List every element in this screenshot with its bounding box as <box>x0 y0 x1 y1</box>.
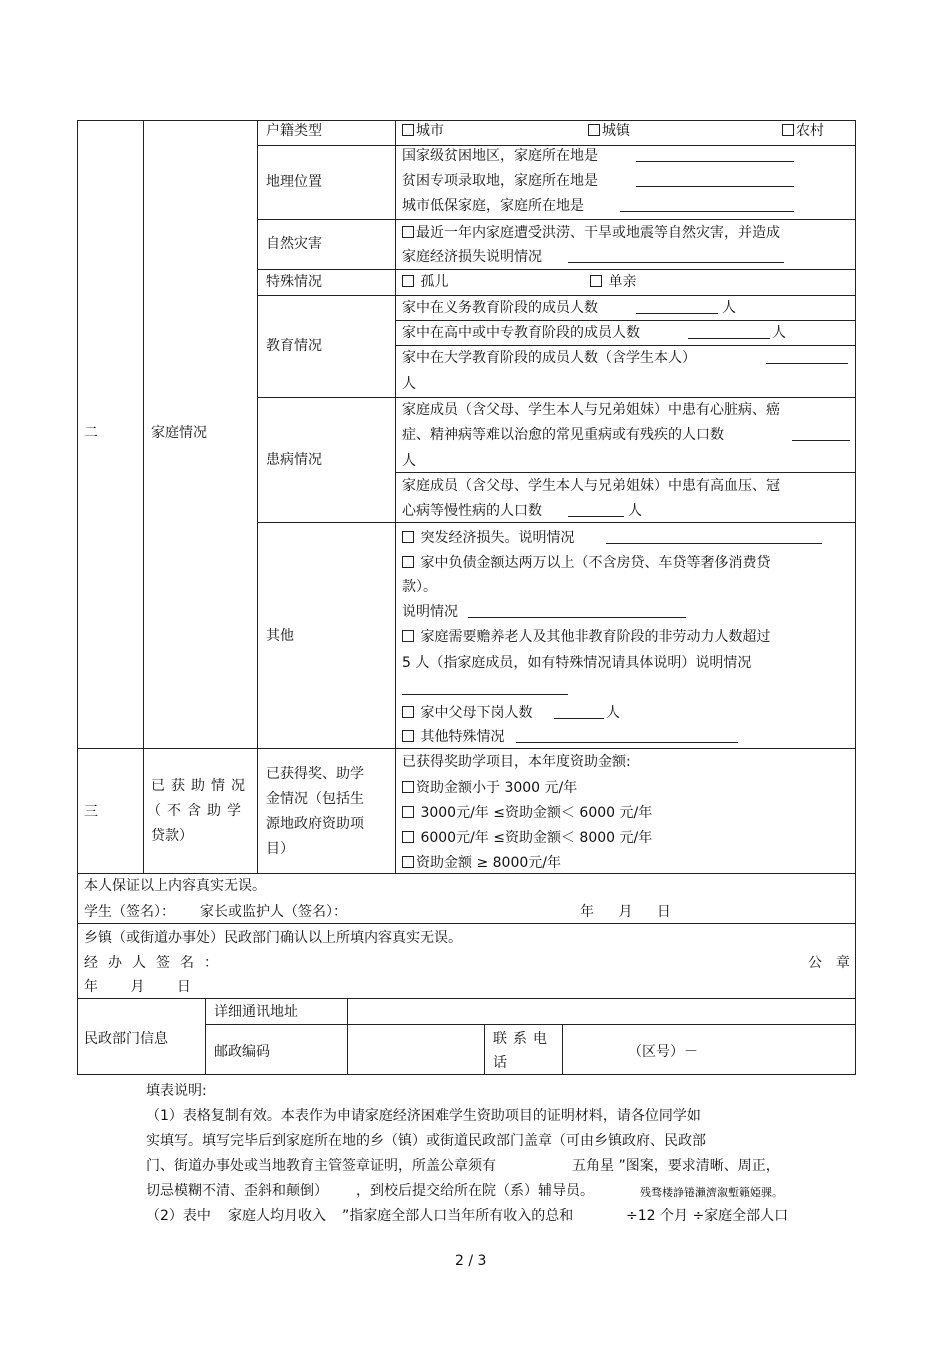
checkbox-label: 家庭需要赡养老人及其他非教育阶段的非劳动力人数超过 <box>420 629 771 645</box>
area-code-field[interactable]: （区号）－ <box>628 1044 698 1060</box>
checkbox-other[interactable] <box>402 728 504 746</box>
text-line: 家中在大学教育阶段的成员人数（含学生本人） <box>402 350 696 366</box>
checkbox-icon[interactable] <box>590 275 602 287</box>
checkbox-icon[interactable] <box>782 124 794 136</box>
notes-text: （1）表格复制有效。本表作为申请家庭经济困难学生资助项目的证明材料，请各位同学如 <box>146 1108 701 1124</box>
blank-field[interactable] <box>688 325 770 339</box>
section-number: 二 <box>84 425 98 441</box>
notes-title: 填表说明: <box>146 1083 207 1099</box>
rule <box>257 295 856 296</box>
text-line: 家庭成员（含父母、学生本人与兄弟姐妹）中患有高血压、冠 <box>402 478 780 494</box>
rule <box>257 397 856 398</box>
phone-label: 联系电 <box>493 1031 553 1047</box>
checkbox-orphan[interactable] <box>402 273 448 291</box>
blank-field[interactable] <box>554 705 604 719</box>
checkbox-label: 家中父母下岗人数 <box>420 705 533 721</box>
notes-text: 五角星 ”图案，要求清晰、周正， <box>572 1158 780 1174</box>
blank-field[interactable] <box>468 604 686 618</box>
rule <box>77 923 856 924</box>
checkbox-label: 3000元/年 ≤资助金额＜ 6000 元/年 <box>420 805 653 821</box>
checkbox-label: 农村 <box>796 123 824 139</box>
rule <box>395 472 856 473</box>
rule <box>347 998 348 1074</box>
checkbox-icon[interactable] <box>402 630 414 642</box>
checkbox-icon[interactable] <box>402 831 414 843</box>
rule <box>484 1024 485 1074</box>
checkbox-label: 孤儿 <box>420 274 449 290</box>
text-line: 贫困专项录取地，家庭所在地是 <box>402 173 598 189</box>
blank-field[interactable] <box>636 148 794 162</box>
section-number: 三 <box>84 804 98 820</box>
notes-text: 残骛楼諍锩瀨濟溆塹籟婭骒。 <box>640 1186 783 1199</box>
row-label: 患病情况 <box>266 452 322 468</box>
notes-text: （2）表中 <box>146 1208 211 1224</box>
checkbox-icon[interactable] <box>588 124 600 136</box>
page-number: 2 / 3 <box>455 1253 487 1269</box>
rule <box>77 873 856 874</box>
checkbox-label: 突发经济损失。说明情况 <box>420 530 575 546</box>
rule <box>77 748 856 749</box>
checkbox-loss[interactable] <box>402 529 574 547</box>
row-label: 地理位置 <box>266 174 322 190</box>
checkbox-icon[interactable] <box>402 556 414 568</box>
text-line: 家中在高中或中专教育阶段的成员人数 <box>402 325 640 341</box>
blank-field[interactable] <box>606 530 822 544</box>
rule <box>395 345 856 346</box>
checkbox-aid-1[interactable] <box>402 779 577 797</box>
rule <box>395 320 856 321</box>
rule <box>395 120 396 873</box>
checkbox-aid-3[interactable] <box>402 829 652 847</box>
rule <box>77 120 856 121</box>
unit: 人 <box>628 503 642 519</box>
text-line: 已获得奖助学项目，本年度资助金额: <box>402 754 631 770</box>
section-title: 家庭情况 <box>151 425 207 441</box>
handler-signature-label: 经办人签名： <box>84 955 228 971</box>
checkbox-icon[interactable] <box>402 856 414 868</box>
unit: 人 <box>402 453 416 469</box>
checkbox-aid-2[interactable] <box>402 804 652 822</box>
blank-field[interactable] <box>636 173 794 187</box>
blank-field[interactable] <box>766 350 848 364</box>
unit: 人 <box>606 705 620 721</box>
seal-label: 公章 <box>808 955 864 971</box>
row-label: 金情况（包括生 <box>266 791 364 807</box>
notes-text: 门、街道办事处或当地教育主管签章证明，所盖公章须有 <box>146 1158 496 1174</box>
rule <box>257 120 258 873</box>
checkbox-city[interactable] <box>402 122 444 140</box>
student-signature-label: 学生（签名）： <box>84 904 175 920</box>
blank-field[interactable] <box>402 681 568 695</box>
checkbox-label: 最近一年内家庭遭受洪涝、干旱或地震等自然灾害，并造成 <box>416 225 780 241</box>
text-line: 症、精神病等难以治愈的常见重病或有残疾的人口数 <box>402 427 724 443</box>
checkbox-single-parent[interactable] <box>590 273 636 291</box>
rule <box>143 120 144 873</box>
notes-text: 切忌模糊不清、歪斜和颠倒） <box>146 1183 328 1199</box>
checkbox-icon[interactable] <box>402 806 414 818</box>
dept-info-label: 民政部门信息 <box>84 1031 168 1047</box>
notes-text: 实填写。填写完毕后到家庭所在地的乡（镇）或街道民政部门盖章（可由乡镇政府、民政部 <box>146 1133 706 1149</box>
rule <box>257 269 856 270</box>
row-label: 已获得奖、助学 <box>266 766 364 782</box>
date-label: 年 月 日 <box>580 904 671 920</box>
notes-text: ”指家庭全部人口当年所有收入的总和 <box>342 1208 574 1224</box>
rule <box>205 1024 856 1025</box>
rule <box>77 998 856 999</box>
blank-field[interactable] <box>792 427 850 441</box>
text-line: 家庭成员（含父母、学生本人与兄弟姐妹）中患有心脏病、癌 <box>402 402 780 418</box>
checkbox-label: 单亲 <box>608 274 637 290</box>
rule <box>205 998 206 1074</box>
checkbox-label: 资助金额 ≥ 8000元/年 <box>416 855 561 871</box>
blank-field[interactable] <box>568 503 624 517</box>
phone-label: 话 <box>493 1055 507 1071</box>
section-title: 贷款） <box>151 828 193 844</box>
rule <box>77 1074 856 1075</box>
checkbox-label: 6000元/年 ≤资助金额＜ 8000 元/年 <box>420 830 653 846</box>
blank-field[interactable] <box>516 729 738 743</box>
checkbox-icon[interactable] <box>402 730 414 742</box>
unit: 人 <box>402 376 416 392</box>
notes-text: ÷12 个月 ÷家庭全部人口 <box>626 1208 789 1224</box>
checkbox-town[interactable] <box>588 122 630 140</box>
unit: 人 <box>722 300 736 316</box>
text-line: 款）。 <box>402 579 437 595</box>
row-label: 源地政府资助项 <box>266 816 364 832</box>
checkbox-village[interactable] <box>782 122 824 140</box>
unit: 人 <box>772 325 786 341</box>
checkbox-icon[interactable] <box>402 706 414 718</box>
text-line: 说明情况 <box>402 604 458 620</box>
checkbox-icon[interactable] <box>402 781 414 793</box>
text-line: 家中在义务教育阶段的成员人数 <box>402 300 598 316</box>
checkbox-label: 城镇 <box>602 123 630 139</box>
text-line: 家庭经济损失说明情况 <box>402 249 542 265</box>
checkbox-disaster[interactable] <box>402 224 780 242</box>
civil-confirm-text: 乡镇（或街道办事处）民政部门确认以上所填内容真实无误。 <box>84 930 462 946</box>
parent-signature-label: 家长或监护人（签名）： <box>200 904 347 920</box>
row-label: 特殊情况 <box>266 274 322 290</box>
checkbox-dependents[interactable] <box>402 628 770 646</box>
checkbox-icon[interactable] <box>402 226 414 238</box>
text-line: 心病等慢性病的人口数 <box>402 503 542 519</box>
rule <box>855 120 856 1074</box>
date-label: 年 月 日 <box>84 979 191 995</box>
text-line: 国家级贫困地区，家庭所在地是 <box>402 148 598 164</box>
checkbox-label: 资助金额小于 3000 元/年 <box>416 780 578 796</box>
checkbox-label: 家中负债金额达两万以上（不含房贷、车贷等奢侈消费贷 <box>420 555 771 571</box>
checkbox-label: 城市 <box>416 123 444 139</box>
address-label: 详细通讯地址 <box>214 1004 298 1020</box>
text-line: 5 人（指家庭成员，如有特殊情况请具体说明）说明情况 <box>402 655 752 671</box>
row-label: 目） <box>266 841 294 857</box>
blank-field[interactable] <box>620 198 794 212</box>
rule <box>257 522 856 523</box>
row-label: 教育情况 <box>266 338 322 354</box>
row-label: 其他 <box>266 628 294 644</box>
section-title: 已获助情况 <box>151 778 251 794</box>
checkbox-icon[interactable] <box>402 531 414 543</box>
checkbox-debt[interactable] <box>402 554 770 572</box>
rule <box>562 1024 563 1074</box>
row-label: 自然灾害 <box>266 236 322 252</box>
checkbox-aid-4[interactable] <box>402 854 561 872</box>
checkbox-label: 其他特殊情况 <box>420 729 505 745</box>
section-title: （不含助学 <box>147 803 247 819</box>
text-line: 城市低保家庭，家庭所在地是 <box>402 198 584 214</box>
checkbox-icon[interactable] <box>402 124 414 136</box>
blank-field[interactable] <box>636 300 718 314</box>
row-label: 户籍类型 <box>266 123 322 139</box>
notes-text: 家庭人均月收入 <box>228 1208 326 1224</box>
checkbox-laid-off[interactable] <box>402 704 532 722</box>
notes-text: ，到校后提交给所在院（系）辅导员。 <box>356 1183 594 1199</box>
guarantee-text: 本人保证以上内容真实无误。 <box>84 878 266 894</box>
blank-field[interactable] <box>568 249 784 263</box>
rule <box>257 219 856 220</box>
zip-label: 邮政编码 <box>214 1044 270 1060</box>
checkbox-icon[interactable] <box>402 275 414 287</box>
rule <box>257 145 856 146</box>
rule <box>77 120 78 1074</box>
